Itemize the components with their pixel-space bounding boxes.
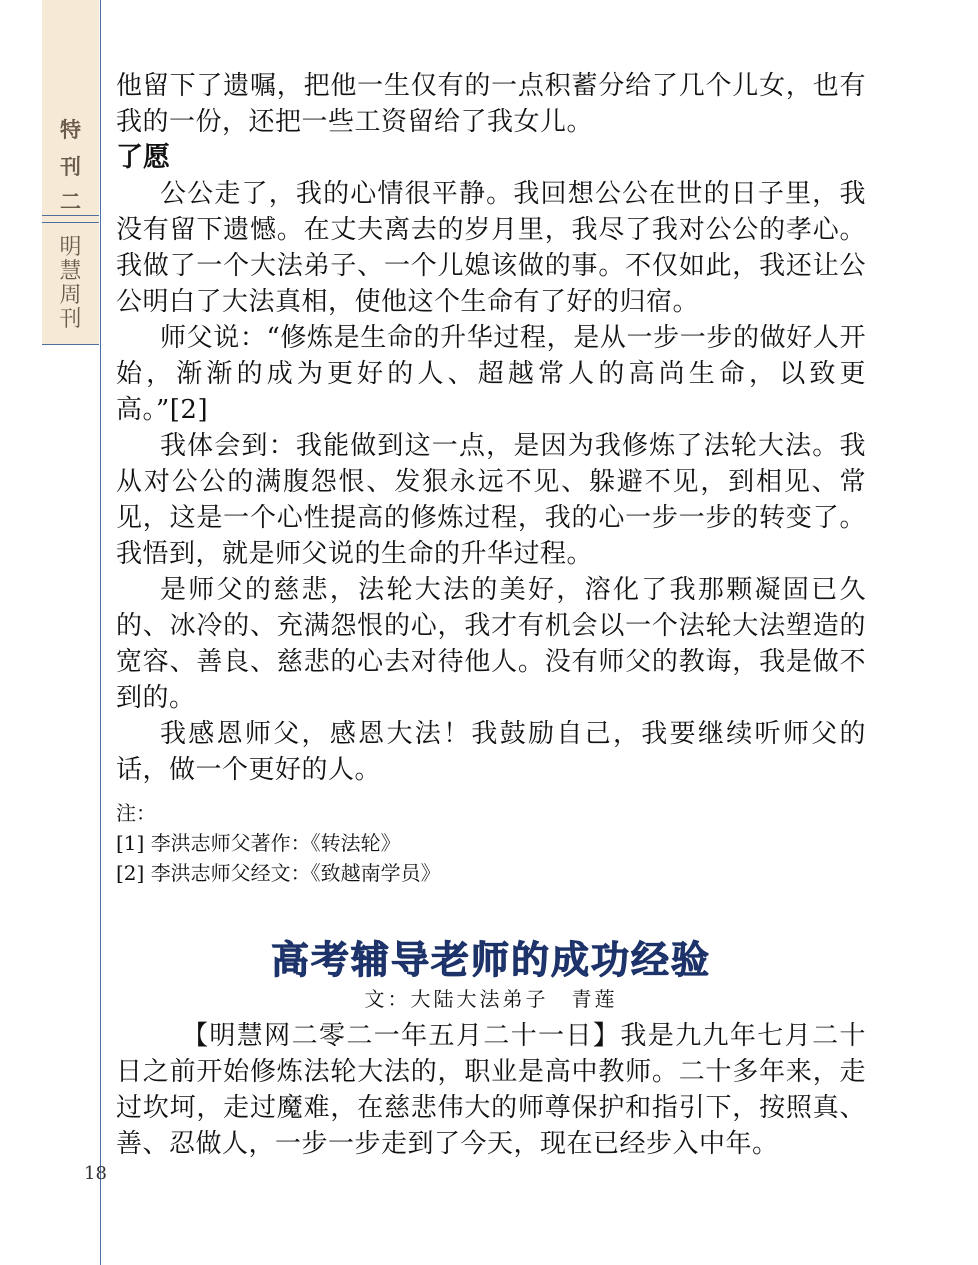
tab-char-6: 周 [59,283,82,308]
minghui-weekly-label [42,236,99,332]
section-heading: 了愿 [116,142,170,173]
footnote-item: [1] 李洪志师父著作：《转法轮》 [116,831,401,855]
tab-char-5: 慧 [59,259,82,284]
footnotes-label: 注： [116,801,156,825]
tab-divider [42,222,99,223]
page-content [116,68,866,1162]
paragraph: 是师父的慈悲，法轮大法的美好，溶化了我那颗凝固已久的、冰冷的、充满怨恨的心，我才有机会以一个法轮大法塑造的宽容、善良、慈悲的心去对待他人。没有师父的教诲，我是做不到的。 [116,575,866,713]
special-issue-label [42,0,99,215]
tab-char-3: 二 [60,190,81,214]
tab-char-1: 特 [60,118,81,142]
side-tab [42,0,99,345]
article-body: 【明慧网二零二一年五月二十一日】我是九九年七月二十日之前开始修炼法轮大法的，职业是高中教师。二十多年来，走过坎坷，走过魔难，在慈悲伟大的师尊保护和指引下，按照真、善、忍做人，一步一步走到了今天，现在已经步入中年。 [116,1021,866,1159]
margin-rule [100,0,101,1265]
footnotes [116,798,866,888]
tab-char-4: 明 [59,235,82,260]
paragraph: 我感恩师父，感恩大法！我鼓励自己，我要继续听师父的话，做一个更好的人。 [116,719,866,785]
paragraph: 我体会到：我能做到这一点，是因为我修炼了法轮大法。我从对公公的满腹怨恨、发狠永远不见、躲避不见，到相见、常见，这是一个心性提高的修炼过程，我的心一步一步的转变了。我悟到，就是师父说的生命的升华过程。 [116,431,866,569]
footnote-item: [2] 李洪志师父经文：《致越南学员》 [116,861,441,885]
article-byline: 文：大陆大法弟子 青莲 [364,987,618,1011]
page-number: 18 [84,1163,107,1184]
tab-char-2: 刊 [60,155,81,179]
paragraph: 师父说：“修炼是生命的升华过程，是从一步一步的做好人开始，渐渐的成为更好的人、超越常人的高尚生命，以致更高。”[2] [116,323,866,425]
paragraph: 公公走了，我的心情很平静。我回想公公在世的日子里，我没有留下遗憾。在丈夫离去的岁月里，我尽了我对公公的孝心。我做了一个大法弟子、一个儿媳该做的事。不仅如此，我还让公公明白了大法真相，使他这个生命有了好的归宿。 [116,179,866,317]
tab-divider [42,344,99,345]
article-title: 高考辅导老师的成功经验 [270,937,711,982]
tab-char-7: 刊 [59,307,82,332]
paragraph: 他留下了遗嘱，把他一生仅有的一点积蓄分给了几个儿女，也有我的一份，还把一些工资留给了我女儿。 [116,71,866,137]
tab-divider [42,215,99,216]
